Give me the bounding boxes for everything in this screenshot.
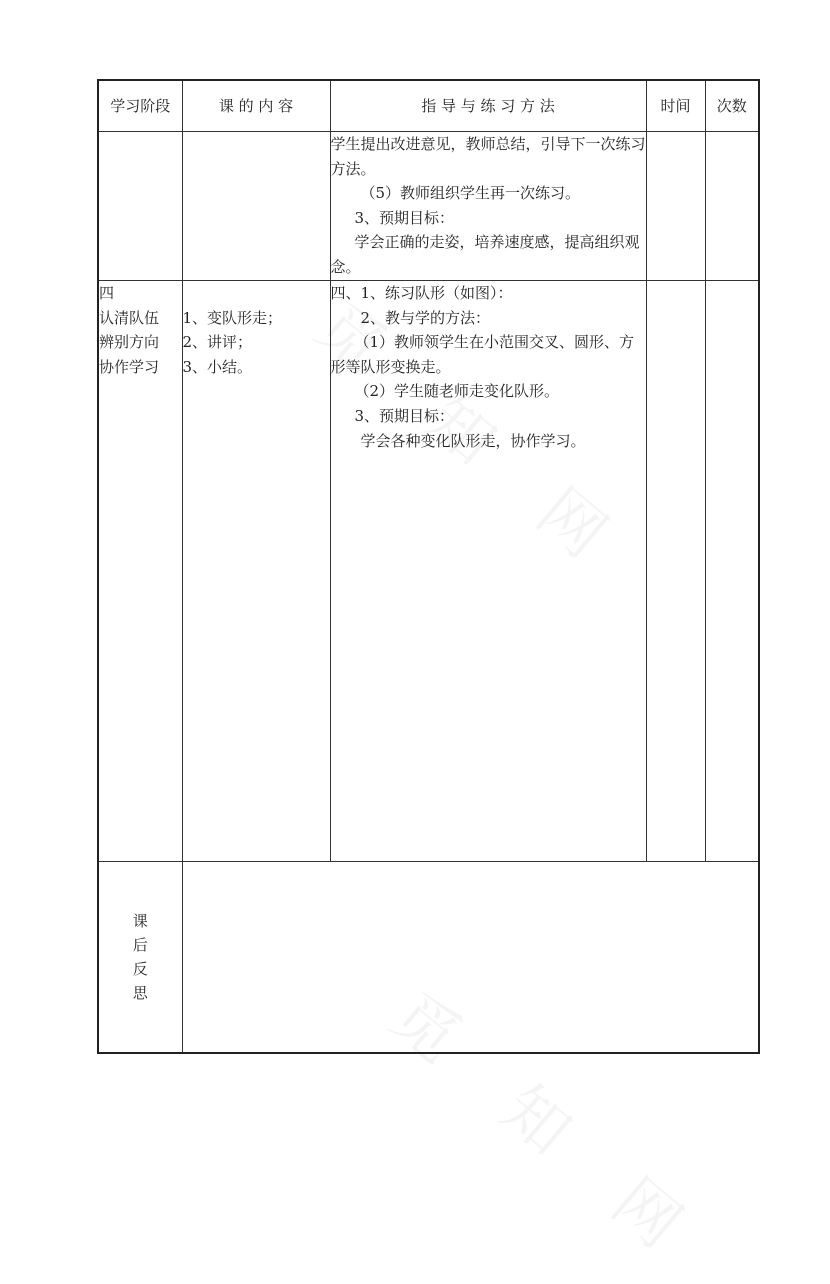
method-cell [330, 281, 646, 862]
stage-line: 辨别方向 [99, 333, 160, 352]
reflection-content [182, 862, 759, 1054]
content-line: 1、变队形走； [182, 308, 283, 327]
table-row [98, 281, 759, 862]
method-line: 学生提出改进意见，教师总结，引导下一次练习方法。 [330, 135, 646, 178]
count-cell [705, 132, 759, 281]
table-row [98, 132, 759, 281]
time-cell [646, 132, 705, 281]
method-line: 2、教与学的方法： [360, 308, 491, 327]
method-line: 3、预期目标： [354, 406, 455, 425]
reflection-char: 反 [132, 960, 148, 978]
table-header-row [98, 80, 759, 132]
reflection-char: 课 [132, 912, 148, 930]
header-content: 课 的 内 容 [182, 80, 330, 132]
method-line: （1）教师领学生在小范围交叉、圆形、方形等队形变换走。 [330, 333, 635, 376]
count-cell [705, 281, 759, 862]
content-line: 2、讲评； [182, 333, 253, 352]
reflection-char: 思 [132, 984, 148, 1002]
method-line: 四、1、练习队形（如图）： [330, 284, 513, 302]
content-line: 3、小结。 [182, 357, 253, 376]
content-cell [182, 132, 330, 281]
lesson-plan-table [97, 79, 760, 1054]
reflection-char: 后 [132, 936, 148, 954]
method-cell [330, 132, 646, 281]
method-line: 学会各种变化队形走，协作学习。 [360, 431, 586, 450]
stage-line: 四 [99, 284, 115, 302]
reflection-row [98, 862, 759, 1054]
stage-line: 协作学习 [99, 357, 160, 376]
method-line: 学会正确的走姿，培养速度感，提高组织观念。 [330, 233, 640, 276]
stage-line: 认清队伍 [99, 308, 160, 327]
content-cell [182, 281, 330, 862]
header-method: 指 导 与 练 习 方 法 [330, 80, 646, 132]
stage-cell [98, 132, 182, 281]
header-stage: 学习阶段 [98, 80, 182, 132]
method-line: （5）教师组织学生再一次练习。 [360, 184, 581, 203]
method-line: （2）学生随老师走变化队形。 [354, 382, 560, 401]
method-line: 3、预期目标： [354, 208, 455, 227]
reflection-label [98, 862, 182, 1054]
stage-cell [98, 281, 182, 862]
time-cell [646, 281, 705, 862]
header-count: 次数 [705, 80, 759, 132]
content-line [183, 281, 330, 306]
header-time: 时间 [646, 80, 705, 132]
